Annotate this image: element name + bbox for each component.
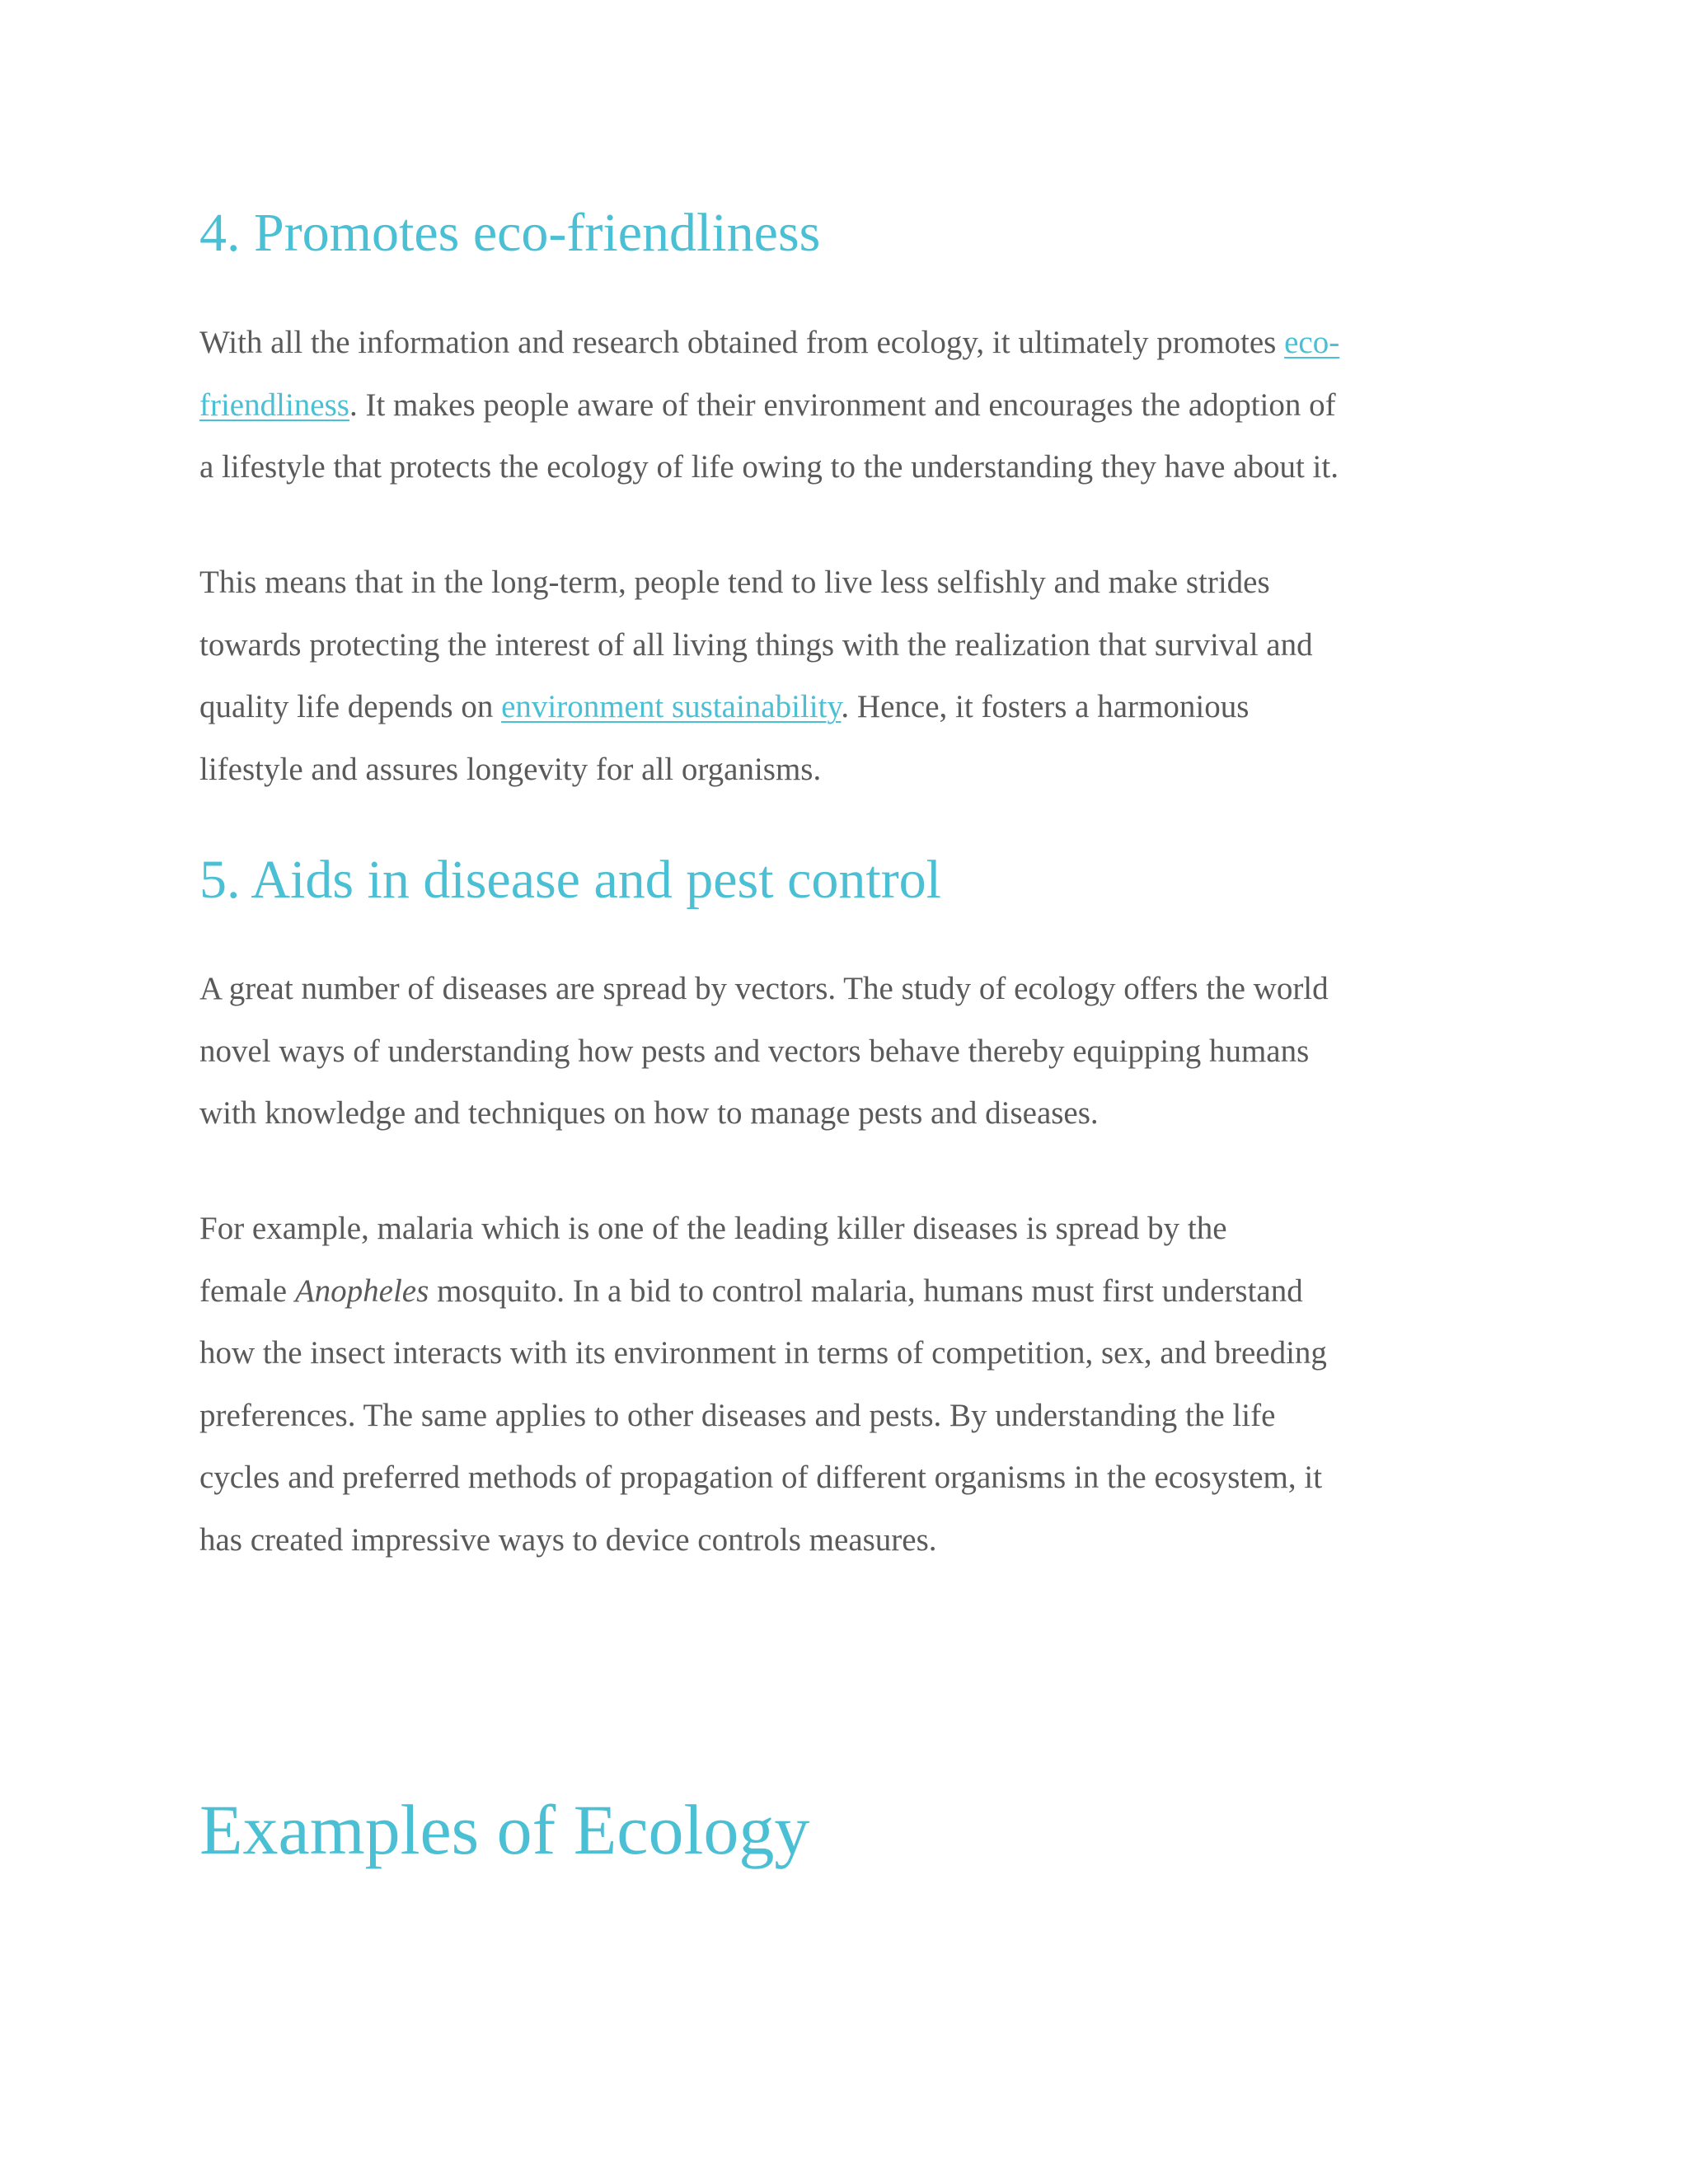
paragraph-disease-control-2 xyxy=(199,1197,1502,1571)
text-line xyxy=(199,1260,1502,1323)
text-line xyxy=(199,676,1502,738)
text-line: with knowledge and techniques on how to manage pests and diseases. xyxy=(199,1095,1099,1131)
section-heading-disease-pest-control: 5. Aids in disease and pest control xyxy=(199,850,942,910)
text-line: preferences. The same applies to other diseases and pests. By understanding the life xyxy=(199,1397,1276,1433)
text-span: . It makes people aware of their environment and encourages the adoption of xyxy=(349,387,1336,423)
text-line: novel ways of understanding how pests and vectors behave thereby equipping humans xyxy=(199,1033,1310,1069)
paragraph-eco-friendliness-1 xyxy=(199,312,1502,499)
text-line: towards protecting the interest of all living things with the realization that survival and xyxy=(199,626,1313,663)
species-name-italic: Anopheles xyxy=(294,1272,429,1309)
text-line: a lifestyle that protects the ecology of life owing to the understanding they have about it. xyxy=(199,449,1339,485)
section-heading-eco-friendliness: 4. Promotes eco-friendliness xyxy=(199,203,821,263)
text-span: quality life depends on xyxy=(199,689,502,724)
eco-friendliness-link-part2[interactable]: friendliness xyxy=(199,387,349,423)
text-line: cycles and preferred methods of propagation of different organisms in the ecosystem, it xyxy=(199,1460,1323,1495)
text-span: mosquito. In a bid to control malaria, humans must first understand xyxy=(429,1272,1303,1309)
text-line: lifestyle and assures longevity for all organisms. xyxy=(199,751,822,787)
environment-sustainability-link[interactable]: environment sustainability xyxy=(501,689,842,724)
text-line: This means that in the long-term, people tend to live less selfishly and make strides xyxy=(199,565,1270,600)
text-span: . Hence, it fosters a harmonious xyxy=(841,689,1250,724)
text-line: has created impressive ways to device controls measures. xyxy=(199,1521,937,1558)
paragraph-disease-control-1 xyxy=(199,958,1502,1145)
examples-of-ecology-heading: Examples of Ecology xyxy=(199,1790,810,1869)
paragraph-eco-friendliness-2 xyxy=(199,551,1502,800)
text-span: female xyxy=(199,1272,295,1309)
eco-friendliness-link-part1[interactable]: eco- xyxy=(1284,325,1340,360)
text-line: how the insect interacts with its environment in terms of competition, sex, and breeding xyxy=(199,1335,1327,1371)
text-line: A great number of diseases are spread by vectors. The study of ecology offers the world xyxy=(199,971,1329,1006)
text-line xyxy=(199,312,1502,374)
text-line: For example, malaria which is one of the leading killer diseases is spread by the xyxy=(199,1211,1227,1246)
text-span: With all the information and research obtained from ecology, it ultimately promotes xyxy=(199,325,1285,360)
text-line xyxy=(199,374,1502,437)
